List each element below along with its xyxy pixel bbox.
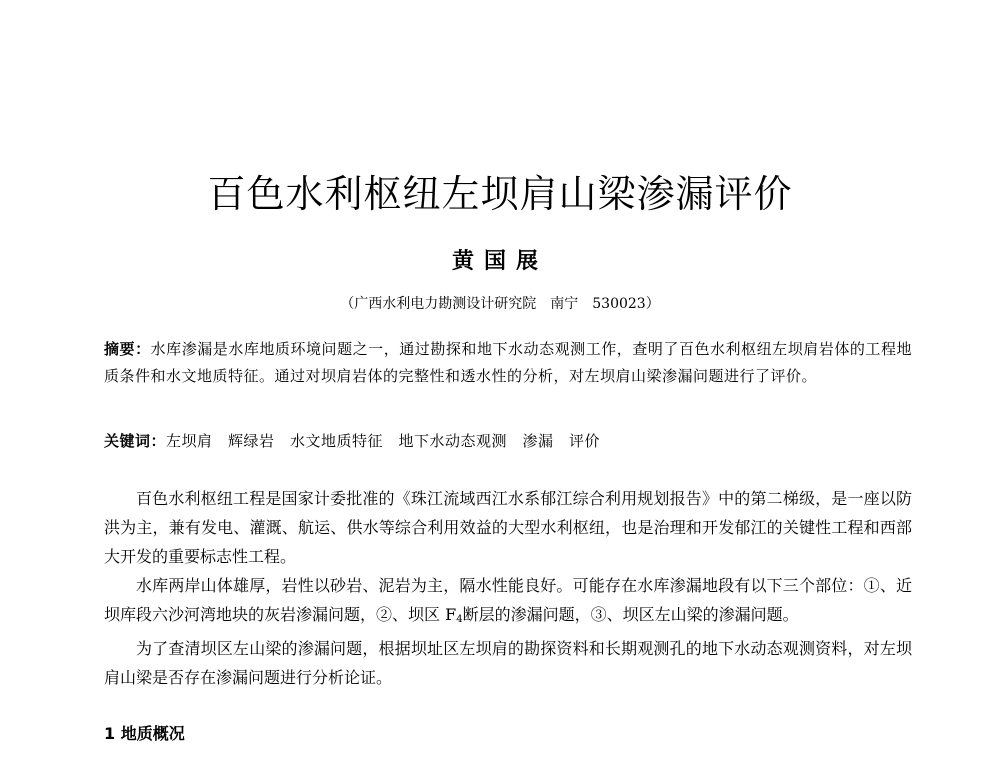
abstract — [104, 336, 912, 390]
body-text — [104, 484, 912, 692]
keywords-text: 左坝肩 辉绿岩 水文地质特征 地下水动态观测 渗漏 评价 — [166, 432, 601, 450]
author-affiliation: （广西水利电力勘测设计研究院 南宁 530023） — [340, 296, 660, 312]
paragraph-3: 为了查清坝区左山梁的渗漏问题，根据坝址区左坝肩的勘探资料和长期观测孔的地下水动态观测资料，对左坝肩山梁是否存在渗漏问题进行分析论证。 — [104, 639, 912, 687]
abstract-text: 水库渗漏是水库地质环境问题之一，通过勘探和地下水动态观测工作，查明了百色水利枢纽左坝肩岩体的工程地质条件和水文地质特征。通过对坝肩岩体的完整性和透水性的分析，对左坝肩山梁渗漏问题进行了评价。 — [104, 340, 912, 385]
paragraph-2 — [104, 571, 912, 634]
keywords-label: 关键词： — [104, 432, 167, 450]
paragraph-2-part-a: 水库两岸山体雄厚，岩性以砂岩、泥岩为主，隔水性能良好。可能存在水库渗漏地段有以下三个部位：①、近坝库段六沙河湾地块的灰岩渗漏问题，②、坝区 F — [104, 576, 912, 624]
paragraph-2-part-b: 断层的渗漏问题，③、坝区左山梁的渗漏问题。 — [462, 605, 799, 624]
paper-title: 百色水利枢纽左坝肩山梁渗漏评价 — [207, 172, 793, 216]
paragraph-1: 百色水利枢纽工程是国家计委批准的《珠江流域西江水系郁江综合利用规划报告》中的第二梯级，是一座以防洪为主，兼有发电、灌溉、航运、供水等综合利用效益的大型水利枢纽，也是治理和开发郁江的关键性工程和西部大开发的重要标志性工程。 — [104, 489, 912, 566]
fault-subscript: 4 — [456, 614, 463, 625]
keywords — [104, 428, 912, 455]
author-name: 黄国展 — [451, 248, 548, 274]
section-heading: 1 地质概况 — [104, 724, 185, 743]
abstract-label: 摘要： — [104, 340, 151, 358]
